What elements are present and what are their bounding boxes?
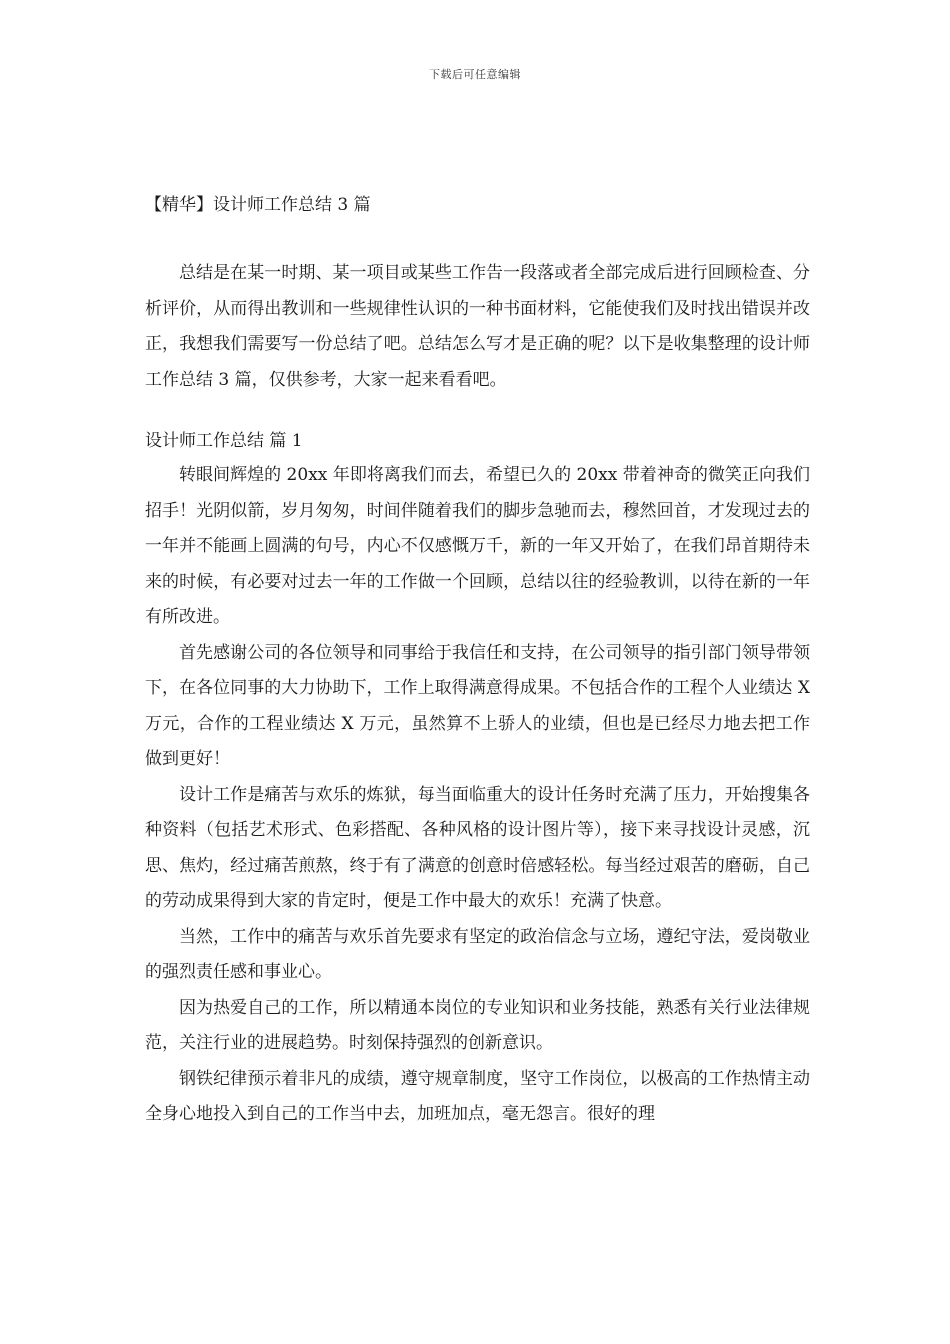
intro-paragraph: 总结是在某一时期、某一项目或某些工作告一段落或者全部完成后进行回顾检查、分析评价，从而得出教训和一些规律性认识的一种书面材料，它能使我们及时找出错误并改正，我想我们需要写一份总结了吧。总结怎么写才是正确的呢？以下是收集整理的设计师工作总结 3 篇，仅供参考，大家一起来看看吧。 bbox=[145, 263, 810, 390]
body-paragraph-3: 设计工作是痛苦与欢乐的炼狱，每当面临重大的设计任务时充满了压力，开始搜集各种资料（包括艺术形式、色彩搭配、各种风格的设计图片等），接下来寻找设计灵感，沉思、焦灼，经过痛苦煎熬，终于有了满意的创意时倍感轻松。每当经过艰苦的磨砺，自己的劳动成果得到大家的肯定时，便是工作中最大的欢乐！充满了快意。 bbox=[145, 784, 810, 911]
body-paragraph-6: 钢铁纪律预示着非凡的成绩，遵守规章制度，坚守工作岗位，以极高的工作热情主动全身心地投入到自己的工作当中去，加班加点，毫无怨言。很好的理 bbox=[145, 1068, 810, 1124]
section-heading: 设计师工作总结 篇 1 bbox=[145, 431, 303, 451]
body-paragraph-4: 当然，工作中的痛苦与欢乐首先要求有坚定的政治信念与立场，遵纪守法，爱岗敬业的强烈责任感和事业心。 bbox=[145, 926, 810, 982]
document-body bbox=[145, 190, 810, 1133]
body-paragraph-2: 首先感谢公司的各位领导和同事给于我信任和支持，在公司领导的指引部门领导带领下，在各位同事的大力协助下，工作上取得满意得成果。不包括合作的工程个人业绩达 X 万元，合作的工程业绩达 X 万元，虽然算不上骄人的业绩，但也是已经尽力地去把工作做到更好！ bbox=[145, 642, 810, 769]
body-paragraph-5: 因为热爱自己的工作，所以精通本岗位的专业知识和业务技能，熟悉有关行业法律规范，关注行业的进展趋势。时刻保持强烈的创新意识。 bbox=[145, 997, 810, 1053]
header-note: 下载后可任意编辑 bbox=[429, 68, 521, 81]
document-title: 【精华】设计师工作总结 3 篇 bbox=[145, 195, 371, 215]
body-paragraph-1: 转眼间辉煌的 20xx 年即将离我们而去，希望已久的 20xx 带着神奇的微笑正向我们招手！光阴似箭，岁月匆匆，时间伴随着我们的脚步急驰而去，穆然回首，才发现过去的一年并不能画上圆满的句号，内心不仅感慨万千，新的一年又开始了，在我们昂首期待未来的时候，有必要对过去一年的工作做一个回顾，总结以往的经验教训，以待在新的一年有所改进。 bbox=[145, 465, 810, 627]
